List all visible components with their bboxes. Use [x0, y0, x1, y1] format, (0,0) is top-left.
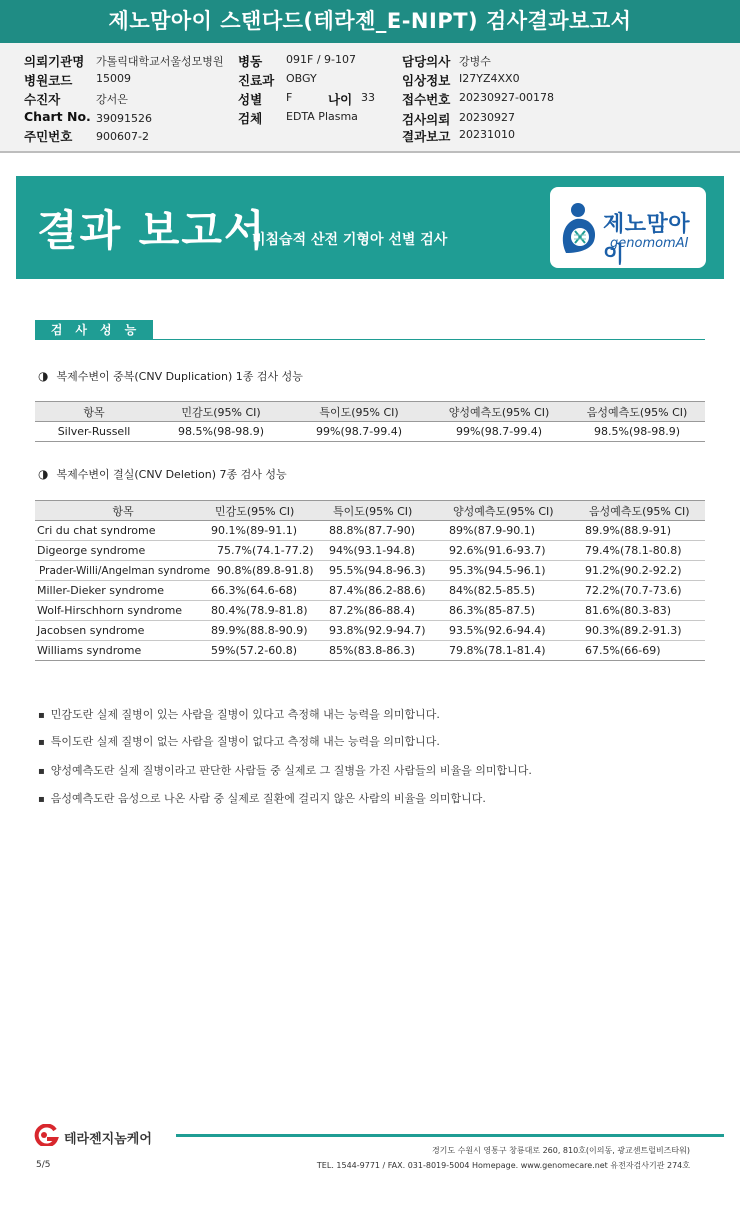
institution-value: 가톨릭대학교서울성모병원 [96, 55, 224, 68]
table1-col-ppv: 양성예측도(95% CI) [429, 402, 569, 422]
ward-label: 병동 [238, 54, 263, 69]
result-banner [16, 176, 724, 279]
genomomai-logo [550, 187, 706, 268]
table-cell: 98.5%(98-98.9) [569, 422, 705, 442]
institution-label: 의뢰기관명 [24, 54, 85, 69]
clinical-info-value: I27YZ4XX0 [459, 72, 520, 85]
table-row [35, 621, 705, 641]
table2-col-sensitivity: 민감도(95% CI) [211, 501, 329, 521]
table2-col-item: 항목 [35, 501, 211, 521]
table-cell: 93.8%(92.9-94.7) [329, 621, 449, 641]
table-cell: Williams syndrome [35, 641, 211, 661]
table-cell: 59%(57.2-60.8) [211, 641, 329, 661]
page-number: 5/5 [36, 1160, 51, 1170]
table2-col-ppv: 양성예측도(95% CI) [449, 501, 585, 521]
table2-heading-text: 복제수변이 결실(CNV Deletion) 7종 검사 성능 [56, 468, 287, 481]
half-circle-icon: ◑ [38, 467, 49, 481]
table1-col-sensitivity: 민감도(95% CI) [153, 402, 289, 422]
table-cell: 81.6%(80.3-83) [585, 601, 705, 621]
table-cell: 99%(98.7-99.4) [429, 422, 569, 442]
report-date-label: 결과보고 [402, 129, 451, 144]
mother-baby-icon [558, 201, 604, 255]
table-cell: Silver-Russell [35, 422, 153, 442]
table2-col-specificity: 특이도(95% CI) [329, 501, 449, 521]
request-date-label: 검사의뢰 [402, 112, 451, 127]
result-subtitle: 비침습적 산전 기형아 선별 검사 [252, 232, 448, 248]
table-row [35, 422, 705, 442]
patient-info [0, 43, 740, 153]
table-cell: 93.5%(92.6-94.4) [449, 621, 585, 641]
table-cell: 87.2%(86-88.4) [329, 601, 449, 621]
sex-label: 성별 [238, 92, 263, 107]
table-cell: Jacobsen syndrome [35, 621, 211, 641]
note-ppv: ▪ 양성예측도란 실제 질병이라고 판단한 사람들 중 실제로 그 질병을 가진 사람들의 비율을 의미합니다. [38, 762, 532, 778]
table-cell: 99%(98.7-99.4) [289, 422, 429, 442]
footer-divider [176, 1134, 724, 1137]
result-title: 결과 보고서 [37, 206, 267, 255]
receiver-value: 강서은 [96, 93, 128, 106]
report-date-value: 20231010 [459, 128, 515, 141]
table-cell: Wolf-Hirschhorn syndrome [35, 601, 211, 621]
table-row [35, 521, 705, 541]
logo-subtext: genomomAI [610, 236, 689, 251]
note-specificity: ▪ 특이도란 실제 질병이 없는 사람을 질병이 없다고 측정해 내는 능력을 의미합니다. [38, 733, 440, 749]
table-cell: 98.5%(98-98.9) [153, 422, 289, 442]
table-cell: Cri du chat syndrome [35, 521, 211, 541]
department-label: 진료과 [238, 73, 275, 88]
table-cell: 89.9%(88.8-90.9) [211, 621, 329, 641]
hospital-code-label: 병원코드 [24, 73, 73, 88]
ward-value: 091F / 9-107 [286, 53, 356, 66]
terragen-logo-icon [31, 1124, 61, 1146]
sex-value: F [286, 91, 293, 104]
receiver-label: 수진자 [24, 92, 61, 107]
table-row [35, 641, 705, 661]
table-cell: Prader-Willi/Angelman syndrome [35, 561, 211, 581]
table-cell: 90.3%(89.2-91.3) [585, 621, 705, 641]
section-tab-performance: 검사성능 [35, 320, 153, 340]
doctor-label: 담당의사 [402, 54, 451, 69]
table-cell: Miller-Dieker syndrome [35, 581, 211, 601]
request-date-value: 20230927 [459, 111, 515, 124]
table-cell: 95.3%(94.5-96.1) [449, 561, 585, 581]
table1-heading-text: 복제수변이 중복(CNV Duplication) 1종 검사 성능 [56, 370, 303, 383]
table-cell: 86.3%(85-87.5) [449, 601, 585, 621]
table-cell: Digeorge syndrome [35, 541, 211, 561]
table-cell: 91.2%(90.2-92.2) [585, 561, 705, 581]
table-cell: 94%(93.1-94.8) [329, 541, 449, 561]
footer-contact: TEL. 1544-9771 / FAX. 031-8019-5004 Homepage. www.genomecare.net 유전자검사기관 274호 [316, 1161, 690, 1170]
table-cell: 75.7%(74.1-77.2) [211, 541, 329, 561]
table-row [35, 581, 705, 601]
table-cell: 89%(87.9-90.1) [449, 521, 585, 541]
table-cell: 88.8%(87.7-90) [329, 521, 449, 541]
age-value: 33 [361, 91, 375, 104]
table1-col-item: 항목 [35, 402, 153, 422]
table2-col-npv: 음성예측도(95% CI) [585, 501, 705, 521]
table-cell: 95.5%(94.8-96.3) [329, 561, 449, 581]
table-cell: 90.1%(89-91.1) [211, 521, 329, 541]
table-row [35, 561, 705, 581]
table-row [35, 601, 705, 621]
table-cell: 92.6%(91.6-93.7) [449, 541, 585, 561]
clinical-info-label: 임상정보 [402, 73, 451, 88]
table2-heading [38, 466, 287, 482]
resident-no-label: 주민번호 [24, 129, 73, 144]
note-npv: ▪ 음성예측도란 음성으로 나온 사람 중 실제로 질환에 걸리지 않은 사람의 비율을 의미합니다. [38, 790, 486, 806]
table-cell: 79.8%(78.1-81.4) [449, 641, 585, 661]
chart-no-label: Chart No. [24, 109, 91, 124]
report-title: 제노맘아이 스탠다드(테라젠_E-NIPT) 검사결과보고서 [0, 0, 740, 43]
specimen-value: EDTA Plasma [286, 110, 358, 123]
table-cell: 67.5%(66-69) [585, 641, 705, 661]
department-value: OBGY [286, 72, 317, 85]
table-cell: 87.4%(86.2-88.6) [329, 581, 449, 601]
receipt-no-label: 접수번호 [402, 92, 451, 107]
table-cell: 66.3%(64.6-68) [211, 581, 329, 601]
section-divider [35, 339, 705, 340]
logo-wordmark: 제노맘아이 [603, 212, 691, 268]
table-cell: 90.8%(89.8-91.8) [211, 561, 329, 581]
footer-address: 경기도 수원시 영통구 창룡대로 260, 810호(이의동, 광교센트럴비즈타워) [431, 1146, 690, 1155]
table1-heading [38, 368, 303, 384]
specimen-label: 검체 [238, 111, 263, 126]
table-cell: 79.4%(78.1-80.8) [585, 541, 705, 561]
hospital-code-value: 15009 [96, 72, 131, 85]
doctor-value: 강병수 [459, 55, 491, 68]
table1-col-npv: 음성예측도(95% CI) [569, 402, 705, 422]
table-cell: 80.4%(78.9-81.8) [211, 601, 329, 621]
cnv-duplication-table [35, 401, 705, 442]
note-sensitivity: ▪ 민감도란 실제 질병이 있는 사람을 질병이 있다고 측정해 내는 능력을 의미합니다. [38, 706, 440, 722]
table-cell: 85%(83.8-86.3) [329, 641, 449, 661]
table1-col-specificity: 특이도(95% CI) [289, 402, 429, 422]
half-circle-icon: ◑ [38, 369, 49, 383]
table-cell: 89.9%(88.9-91) [585, 521, 705, 541]
cnv-deletion-table [35, 500, 705, 661]
chart-no-value: 39091526 [96, 112, 152, 125]
receipt-no-value: 20230927-00178 [459, 91, 554, 104]
age-label: 나이 [328, 92, 353, 107]
table-row [35, 541, 705, 561]
footer-company: 테라젠지놈케어 [64, 1132, 152, 1147]
table-cell: 84%(82.5-85.5) [449, 581, 585, 601]
resident-no-value: 900607-2 [96, 130, 149, 143]
table-cell: 72.2%(70.7-73.6) [585, 581, 705, 601]
